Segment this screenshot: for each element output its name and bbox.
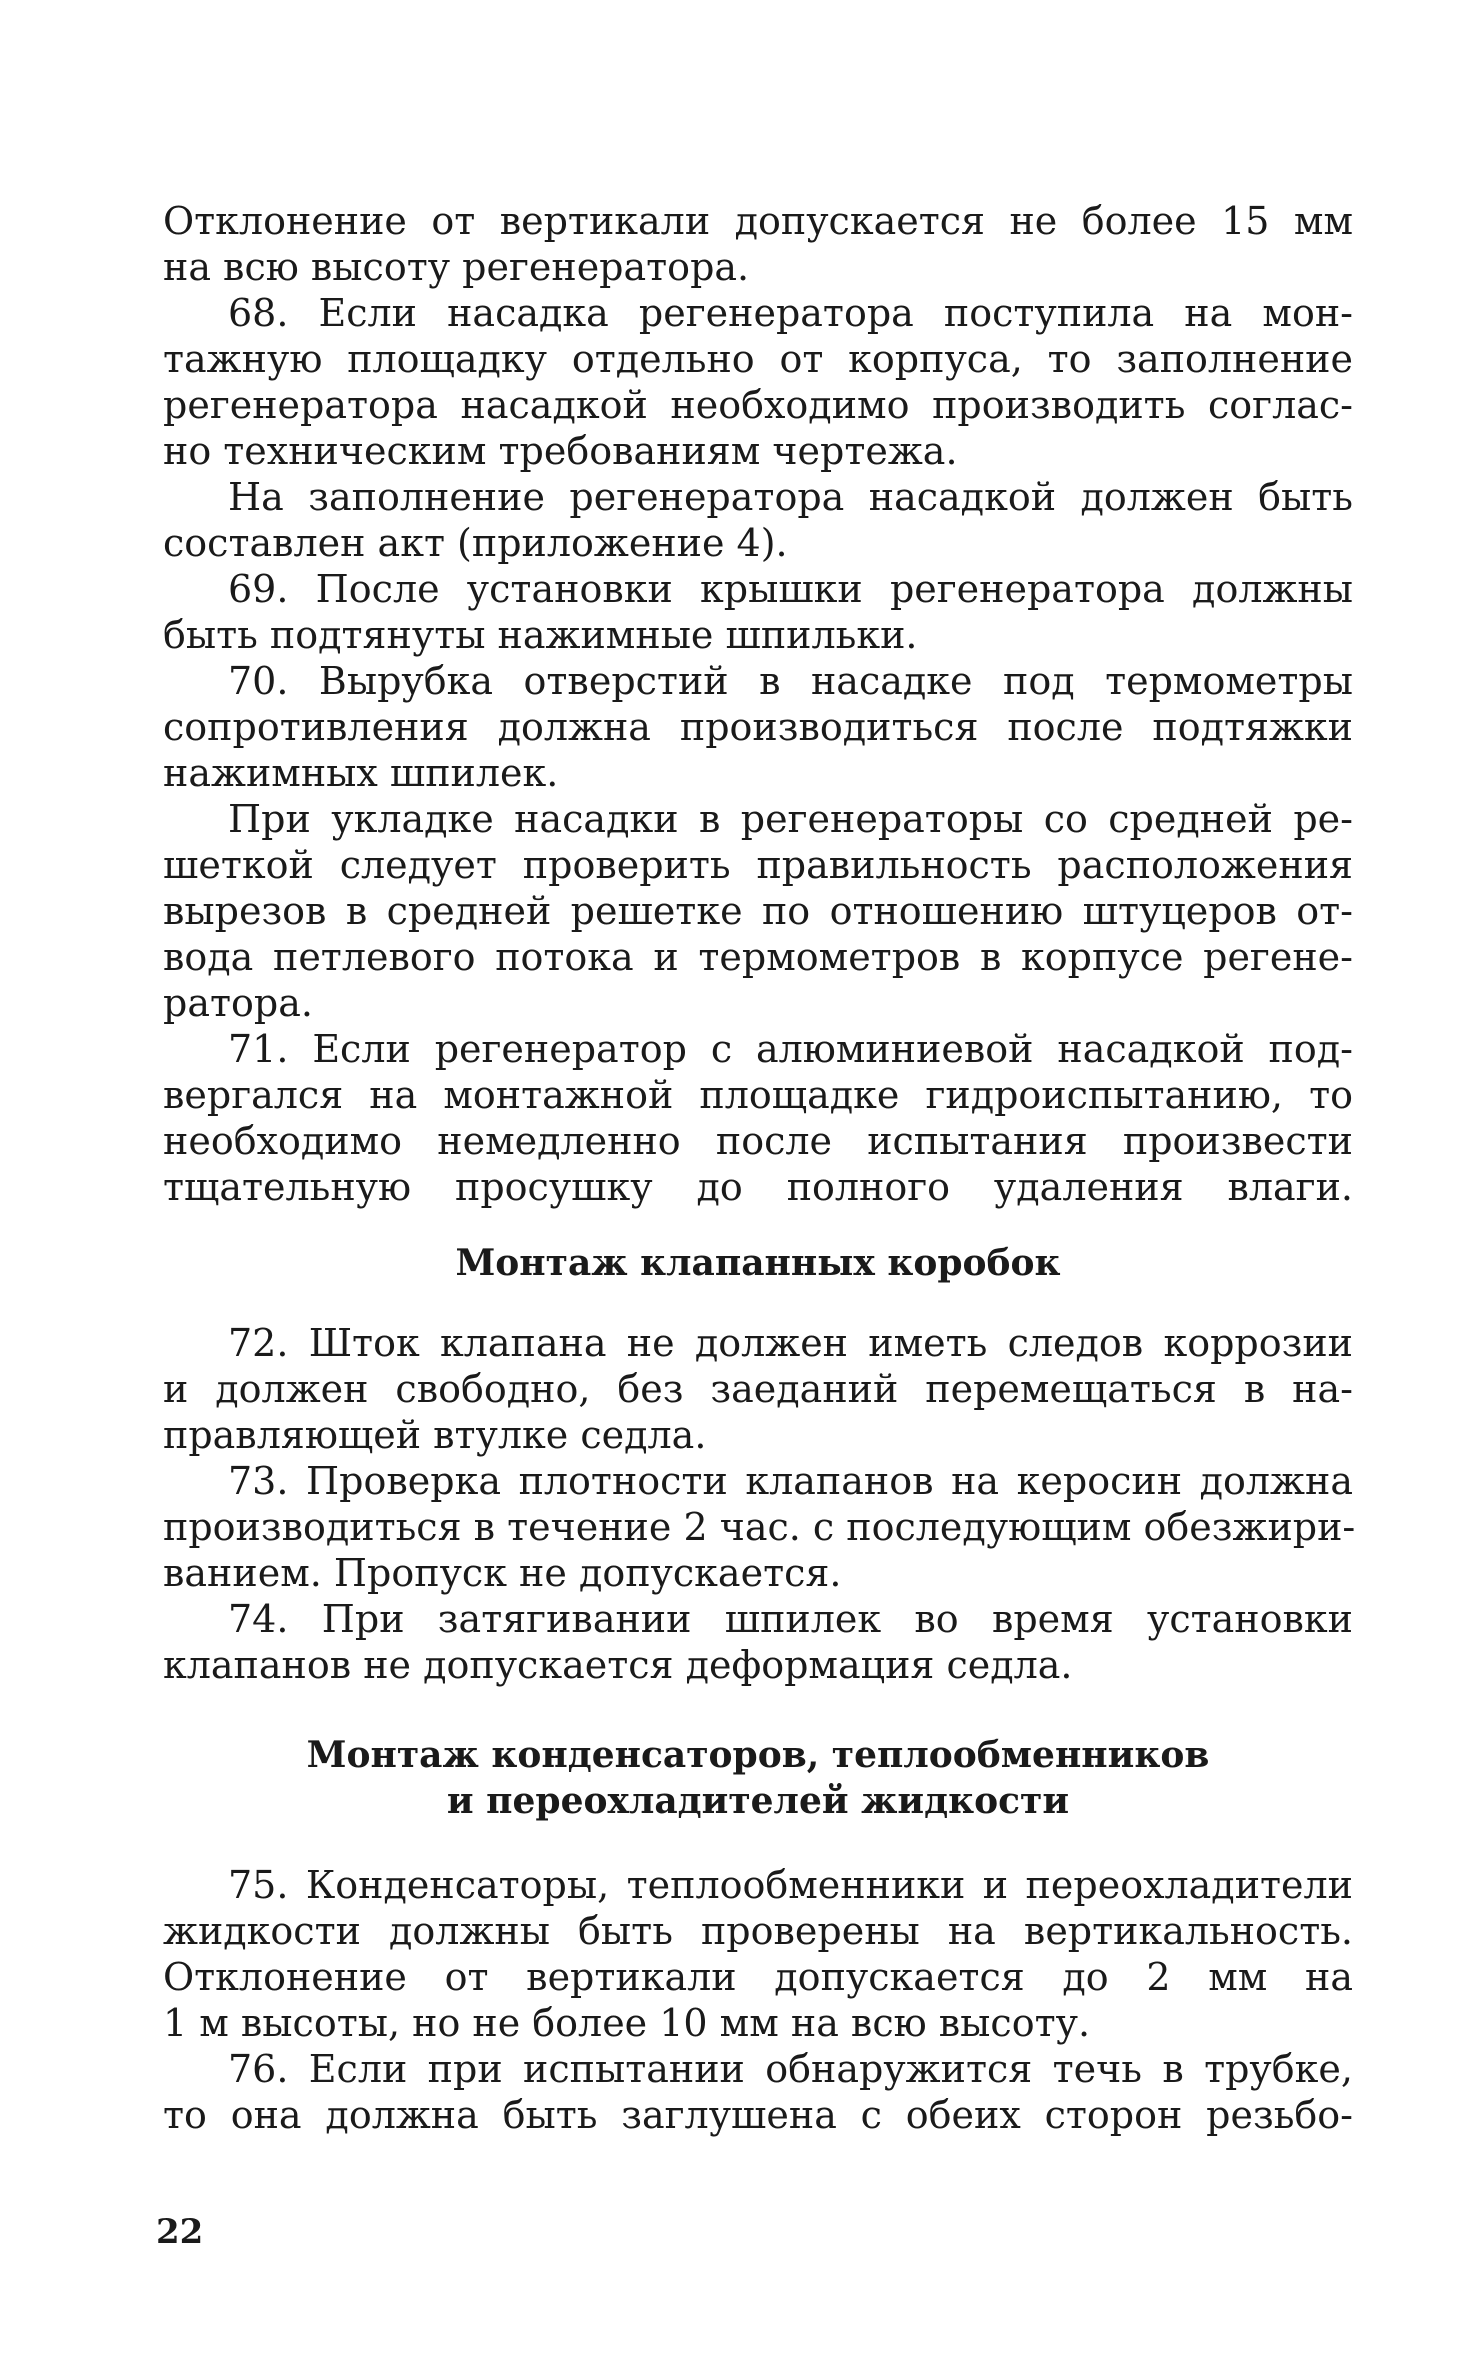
text-line: нажимных шпилек. [163, 751, 559, 795]
text-line: 73. Проверка плотности клапанов на керосин должна [228, 1459, 1353, 1503]
text-line: ратора. [163, 981, 313, 1025]
text-line: Отклонение от вертикали допускается до 2 мм на [163, 1955, 1353, 1999]
text-line: 72. Шток клапана не должен иметь следов коррозии [228, 1321, 1353, 1365]
text-line: жидкости должны быть проверены на вертикальность. [163, 1909, 1353, 1953]
text-line: Отклонение от вертикали допускается не более 15 мм [163, 199, 1353, 243]
text-line: но техническим требованиям чертежа. [163, 429, 958, 473]
text-line: 71. Если регенератор с алюминиевой насадкой под- [228, 1027, 1353, 1071]
text-line: 70. Вырубка отверстий в насадке под термометры [228, 659, 1353, 703]
text-line: вода петлевого потока и термометров в корпусе регене- [163, 935, 1353, 979]
text-line: На заполнение регенератора насадкой должен быть [228, 475, 1353, 519]
text-line: и должен свободно, без заеданий перемещаться в на- [163, 1367, 1353, 1411]
section-heading: Монтаж конденсаторов, теплообменников [306, 1734, 1210, 1776]
text-line: ванием. Пропуск не допускается. [163, 1551, 842, 1595]
text-line: на всю высоту регенератора. [163, 245, 750, 289]
section-heading: Монтаж клапанных коробок [455, 1242, 1061, 1284]
text-line: составлен акт (приложение 4). [163, 521, 788, 565]
text-line: При укладке насадки в регенераторы со средней ре- [228, 797, 1353, 841]
text-line: то она должна быть заглушена с обеих сторон резьбо- [163, 2093, 1353, 2137]
text-line: производиться в течение 2 час. с последующим обезжири- [163, 1505, 1356, 1549]
text-line: 75. Конденсаторы, теплообменники и переохладители [228, 1863, 1353, 1907]
text-line: шеткой следует проверить правильность расположения [163, 843, 1353, 887]
text-line: правляющей втулке седла. [163, 1413, 707, 1457]
text-line: вергался на монтажной площадке гидроиспытанию, то [163, 1073, 1353, 1117]
text-line: тщательную просушку до полного удаления влаги. [163, 1165, 1353, 1209]
text-line: 1 м высоты, но не более 10 мм на всю высоту. [163, 2001, 1091, 2045]
text-line: клапанов не допускается деформация седла. [163, 1643, 1073, 1687]
text-line: быть подтянуты нажимные шпильки. [163, 613, 918, 657]
text-line: 76. Если при испытании обнаружится течь в трубке, [228, 2047, 1353, 2091]
text-line: тажную площадку отдельно от корпуса, то заполнение [163, 337, 1353, 381]
text-line: регенератора насадкой необходимо производить соглас- [163, 383, 1353, 427]
text-line: необходимо немедленно после испытания произвести [163, 1119, 1353, 1163]
page-number: 22 [156, 2212, 204, 2252]
section-heading: и переохладителей жидкости [446, 1780, 1070, 1822]
text-line: сопротивления должна производиться после подтяжки [163, 705, 1353, 749]
text-line: 74. При затягивании шпилек во время установки [228, 1597, 1353, 1641]
text-line: вырезов в средней решетке по отношению штуцеров от- [163, 889, 1353, 933]
text-line: 68. Если насадка регенератора поступила на мон- [228, 291, 1353, 335]
text-line: 69. После установки крышки регенератора должны [228, 567, 1353, 611]
